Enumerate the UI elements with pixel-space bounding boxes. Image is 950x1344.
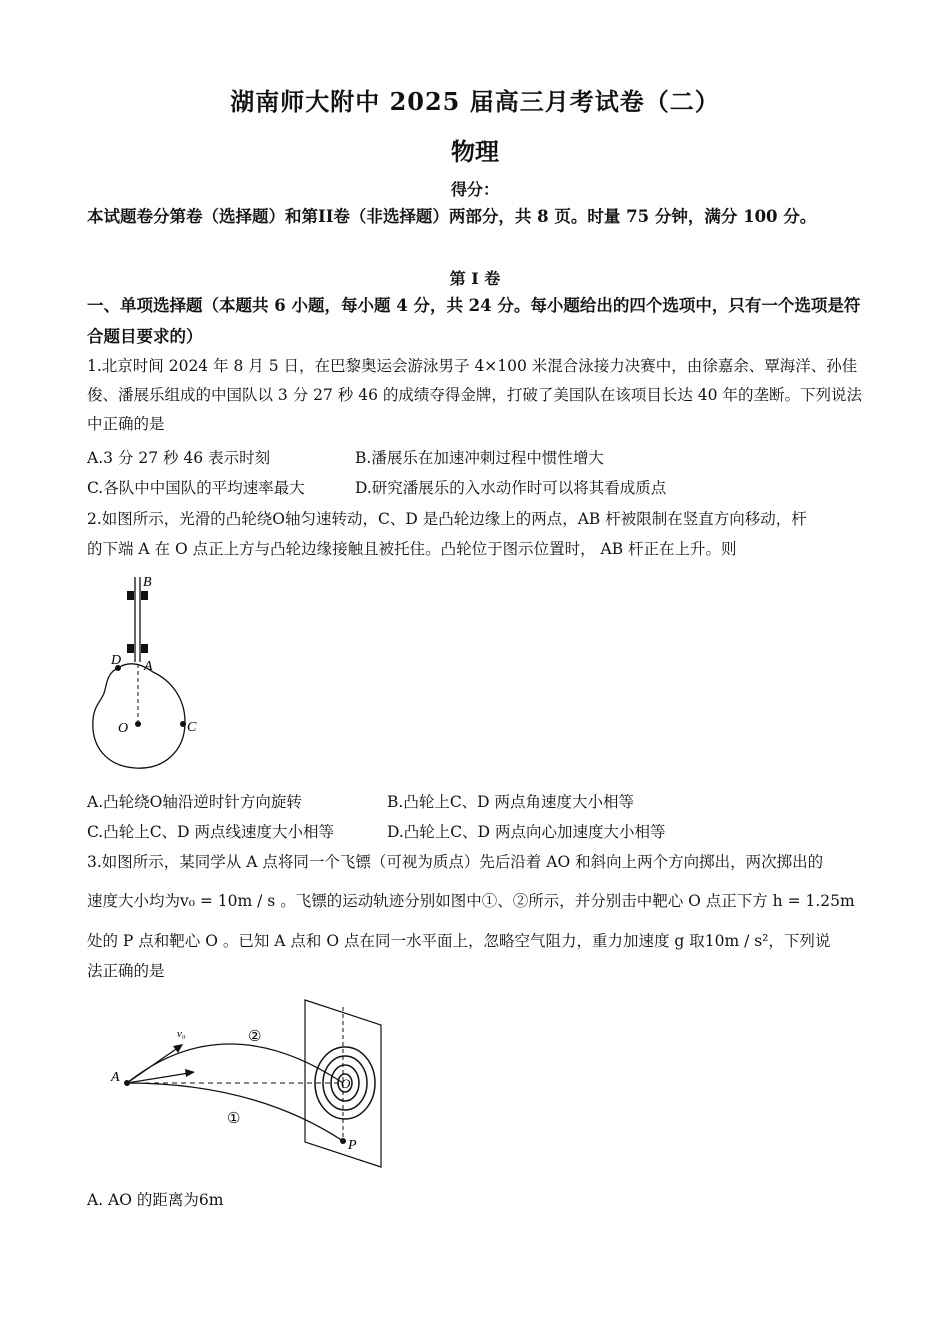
question-3-stem-line4: 法正确的是: [87, 962, 165, 980]
fig3-label-a: A: [111, 1070, 120, 1085]
fig3-label-o: O: [341, 1076, 351, 1091]
fig2-label-c: C: [187, 720, 197, 735]
volume-heading: 第 I 卷: [449, 269, 501, 288]
fig2-label-b: B: [143, 575, 152, 590]
subject-title: 物理: [451, 137, 499, 166]
cam-figure: [85, 572, 225, 777]
fig3-label-1: ①: [227, 1111, 241, 1127]
section-heading: 一、单项选择题（本题共 6 小题，每小题 4 分，共 24 分。每小题给出的四个选项中，只有一个选项是符合题目要求的）: [87, 296, 861, 346]
dart-figure: [105, 995, 390, 1170]
q3-option-a: A. AO 的距离为6m: [87, 1191, 224, 1209]
question-2-stem-line2: 的下端 A 在 O 点正上方与凸轮边缘接触且被托住。凸轮位于图示位置时， AB 杆正在上升。则: [87, 540, 737, 558]
q2-option-d: D.凸轮上C、D 两点向心加速度大小相等: [387, 823, 666, 841]
fig3-label-2: ②: [248, 1029, 262, 1045]
q2-option-b: B.凸轮上C、D 两点角速度大小相等: [387, 793, 635, 811]
q1-option-c: C.各队中中国队的平均速率最大: [87, 479, 305, 497]
q2-option-a: A.凸轮绕O轴沿逆时针方向旋转: [87, 793, 302, 811]
question-3-stem-line3: 处的 P 点和靶心 O 。已知 A 点和 O 点在同一水平面上，忽略空气阻力，重力加速度 g 取10m / s²，下列说: [87, 932, 831, 950]
page-title: 湖南师大附中 2025 届高三月考试卷（二）: [230, 87, 720, 116]
score-label: 得分：: [450, 180, 499, 199]
question-3-stem-line1: 3.如图所示，某同学从 A 点将同一个飞镖（可视为质点）先后沿着 AO 和斜向上两个方向掷出，两次掷出的: [87, 853, 824, 871]
fig3-label-p: P: [348, 1138, 357, 1153]
fig2-label-o: O: [118, 721, 129, 736]
q2-option-c: C.凸轮上C、D 两点线速度大小相等: [87, 823, 334, 841]
q1-option-d: D.研究潘展乐的入水动作时可以将其看成质点: [355, 479, 667, 497]
q1-option-a: A.3 分 27 秒 46 表示时刻: [87, 449, 271, 467]
question-1-stem: 1.北京时间 2024 年 8 月 5 日，在巴黎奥运会游泳男子 4×100 米混合泳接力决赛中，由徐嘉余、覃海洋、孙佳俊、潘展乐组成的中国队以 3 分 27 秒 46 的成绩夺得金牌，打破了美国队在该项目长达 40 年的垄断。下列说法中正确的是: [87, 357, 862, 433]
fig2-label-d: D: [111, 653, 122, 668]
question-2-stem-line1: 2.如图所示，光滑的凸轮绕O轴匀速转动，C、D 是凸轮边缘上的两点，AB 杆被限制在竖直方向移动，杆: [87, 510, 807, 528]
exam-intro: 本试题卷分第卷（选择题）和第II卷（非选择题）两部分，共 8 页。时量 75 分钟，满分 100 分。: [87, 207, 817, 226]
question-3-stem-line2: 速度大小均为v₀ = 10m / s 。飞镖的运动轨迹分别如图中①、②所示，并分别击中靶心 O 点正下方 h = 1.25m: [87, 892, 855, 910]
fig3-label-v0: v₀: [177, 1028, 186, 1040]
fig2-label-a: A: [144, 659, 153, 674]
q1-option-b: B.潘展乐在加速冲刺过程中惯性增大: [355, 449, 604, 467]
